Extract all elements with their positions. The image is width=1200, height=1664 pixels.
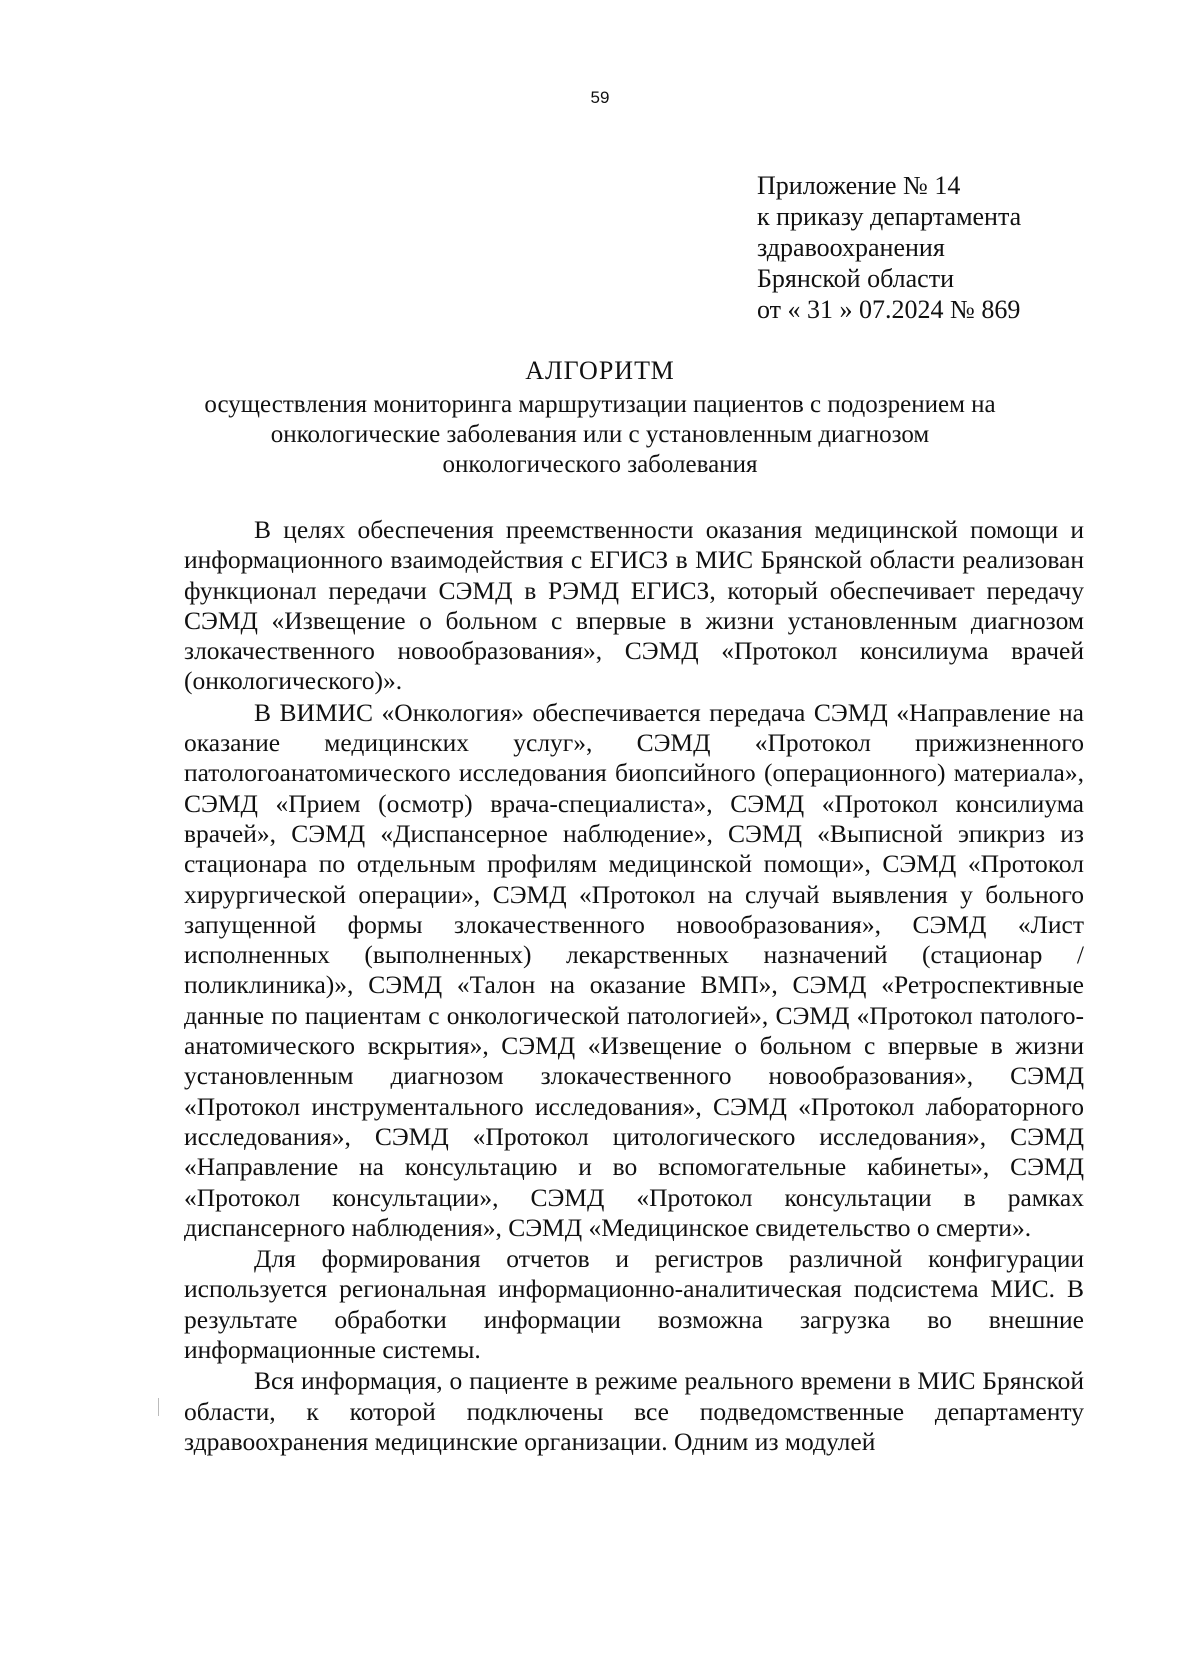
appendix-line: Брянской области: [757, 264, 954, 293]
appendix-line: к приказу департамента: [757, 202, 1022, 231]
appendix-line: здравоохранения: [757, 233, 945, 262]
appendix-date-line: от « 31 » 07.2024 № 869: [757, 295, 1021, 324]
appendix-block: [757, 170, 1021, 325]
subtitle-line: онкологические заболевания или с установленным диагнозом: [270, 421, 930, 448]
document-subtitle: [0, 390, 1200, 480]
page-number: 59: [590, 88, 610, 107]
body-text: [184, 515, 1084, 1458]
scan-margin-mark: [158, 1398, 159, 1416]
body-paragraph: В целях обеспечения преемственности оказания медицинской помощи и информационного взаимодействия с ЕГИСЗ в МИС Брянской области реализован функционал передачи СЭМД в РЭМД ЕГИСЗ, который обеспечивает передачу СЭМД «Извещение о больном с впервые в жизни установленным диагнозом злокачественного новообразования», СЭМД «Протокол консилиума врачей (онкологического)».: [184, 515, 1084, 696]
subtitle-line: осуществления мониторинга маршрутизации пациентов с подозрением на: [204, 391, 996, 418]
document-title: АЛГОРИТМ: [525, 356, 675, 385]
body-paragraph: Для формирования отчетов и регистров различной конфигурации используется региональная информационно-аналитическая подсистема МИС. В результате обработки информации возможна загрузка во внешние информационные системы.: [184, 1244, 1084, 1365]
subtitle-line: онкологического заболевания: [442, 451, 758, 478]
body-paragraph: В ВИМИС «Онкология» обеспечивается передача СЭМД «Направление на оказание медицинских услуг», СЭМД «Протокол прижизненного патологоанатомического исследования биопсийного (операционного) материала», СЭМД «Прием (осмотр) врача-специалиста», СЭМД «Протокол консилиума врачей», СЭМД «Диспансерное наблюдение», СЭМД «Выписной эпикриз из стационара по отдельным профилям медицинской помощи», СЭМД «Протокол хирургической операции», СЭМД «Протокол на случай выявления у больного запущенной формы злокачественного новообразования», СЭМД «Лист исполненных (выполненных) лекарственных назначений (стационар / поликлиника)», СЭМД «Талон на оказание ВМП», СЭМД «Ретроспективные данные по пациентам с онкологической патологией», СЭМД «Протокол патолого-анатомического вскрытия», СЭМД «Извещение о больном с впервые в жизни установленным диагнозом злокачественного новообразования», СЭМД «Протокол инструментального исследования», СЭМД «Протокол лабораторного исследования», СЭМД «Протокол цитологического исследования», СЭМД «Направление на консультацию и во вспомогательные кабинеты», СЭМД «Протокол консультации», СЭМД «Протокол консультации в рамках диспансерного наблюдения», СЭМД «Медицинское свидетельство о смерти».: [184, 697, 1084, 1242]
appendix-line: Приложение № 14: [757, 171, 961, 200]
body-paragraph: Вся информация, о пациенте в режиме реального времени в МИС Брянской области, к которой подключены все подведомственные департаменту здравоохранения медицинские организации. Одним из модулей: [184, 1366, 1084, 1456]
